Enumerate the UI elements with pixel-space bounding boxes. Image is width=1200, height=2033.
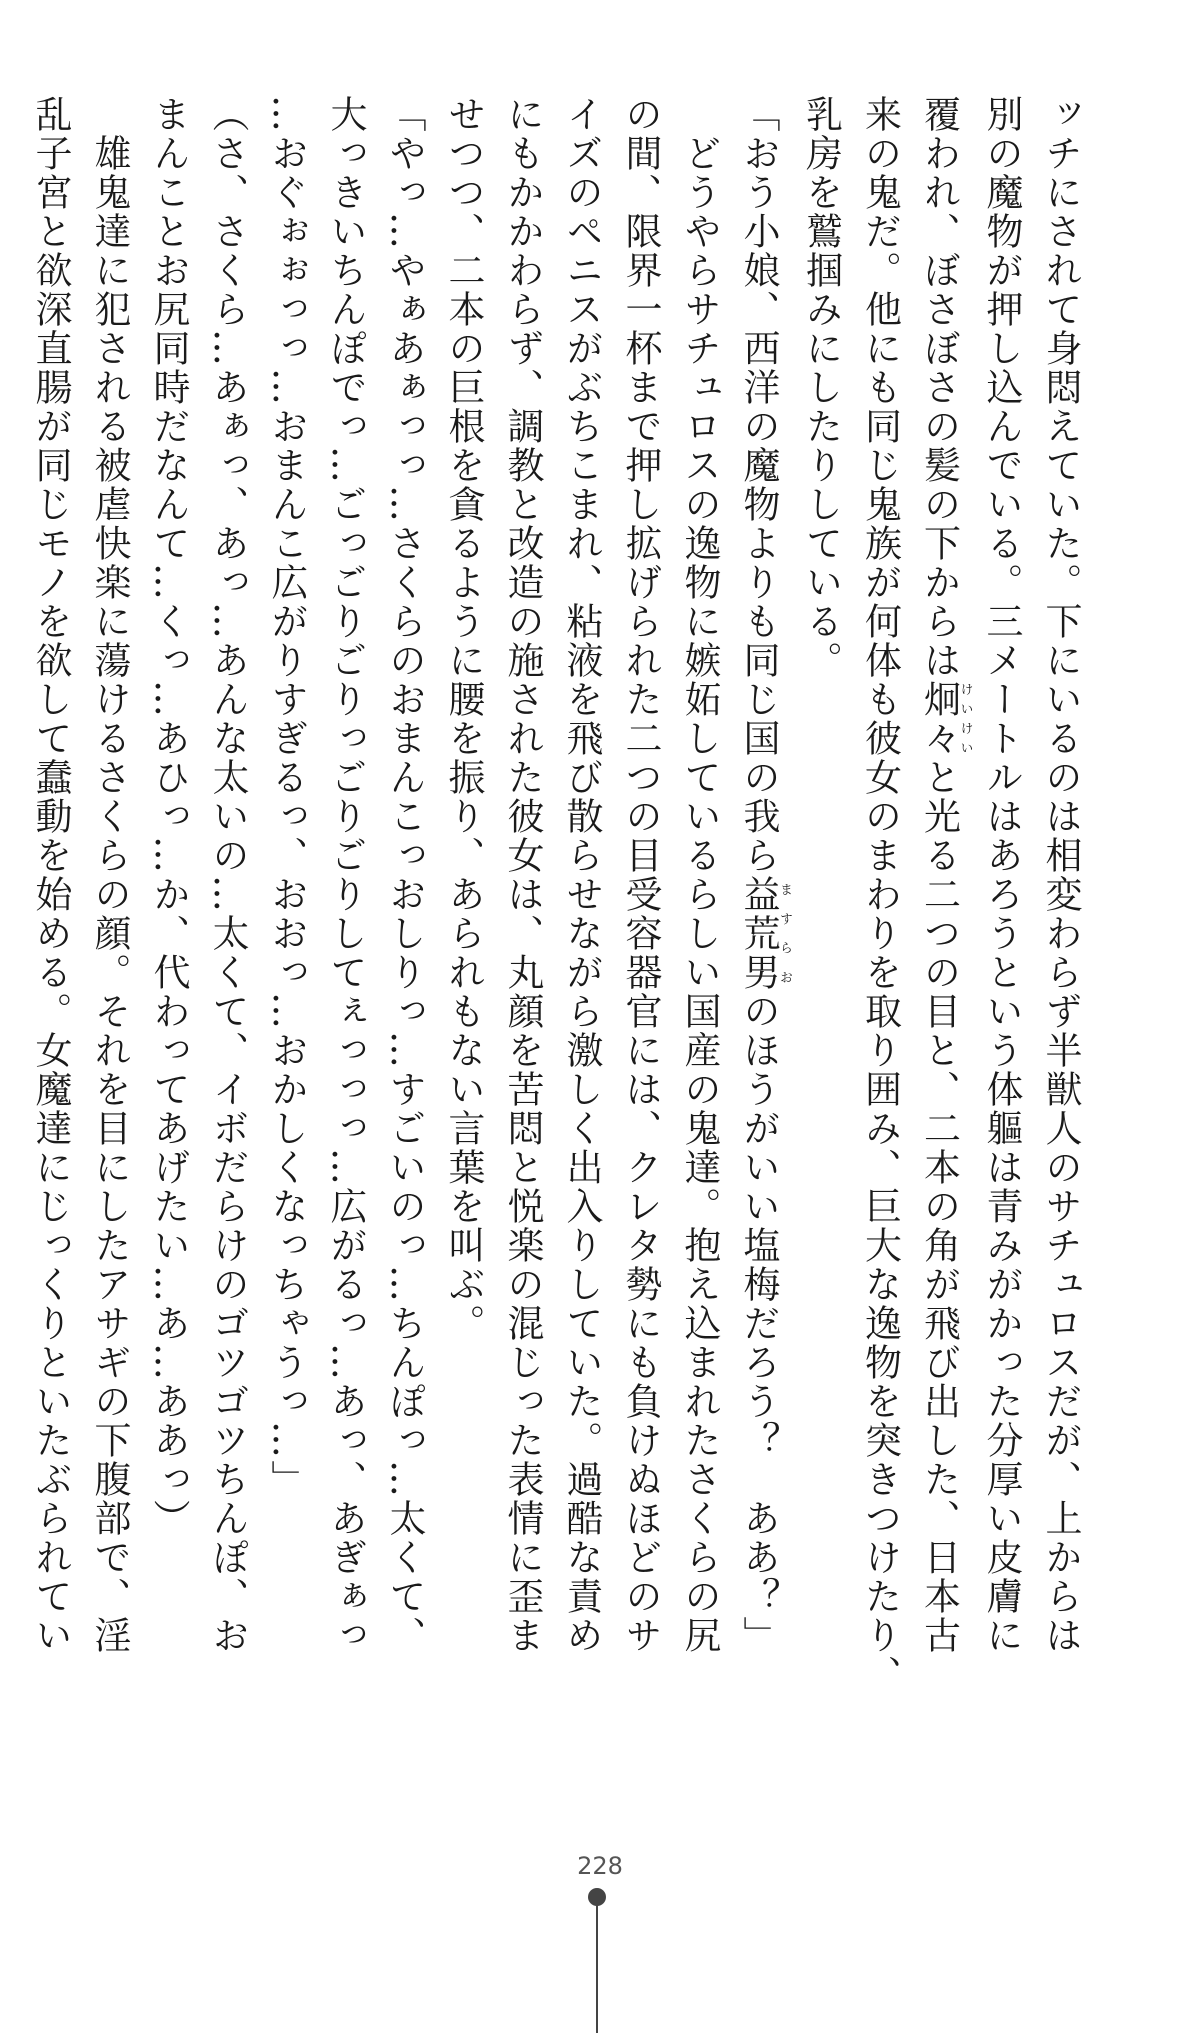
ruby-reading: ますらお bbox=[777, 875, 792, 992]
body-text bbox=[29, 95, 1090, 1694]
text-line: せつつ、二本の巨根を貪るように腰を振り、あられもない言葉を叫ぶ。 bbox=[442, 95, 485, 1343]
text-line: （さ、さくら…あぁっ、あっ…あんな太いの…太くて、イボだらけのゴツゴツちんぽ、お bbox=[206, 95, 249, 1655]
text-line: の間、限界一杯まで押し拡げられた二つの目受容器官には、クレタ勢にも負けぬほどのサ bbox=[619, 95, 662, 1655]
text-line bbox=[910, 95, 973, 1665]
text-line: 大っきいちんぽでっ…ごっごりごりっごりごりしてぇっっっ…広がるっ…あっ、あぎぁっ bbox=[324, 95, 367, 1655]
ruby-base: 益荒男 bbox=[737, 875, 780, 992]
page-number: 228 bbox=[577, 1852, 623, 1880]
furigana bbox=[737, 875, 792, 992]
page-marker-dot bbox=[588, 1888, 606, 1906]
page-marker-rule bbox=[596, 1905, 598, 2033]
line-text: のほうがいい塩梅だろう？ ああ？」 bbox=[737, 992, 780, 1655]
text-line: イズのペニスがぶちこまれ、粘液を飛び散らせながら激しく出入りしていた。過酷な責め bbox=[560, 95, 603, 1655]
text-line: ッチにされて身悶えていた。下にいるのは相変わらず半獣人のサチュロスだが、上からは bbox=[1039, 95, 1082, 1655]
text-line: 来の鬼だ。他にも同じ鬼族が何体も彼女のまわりを取り囲み、巨大な逸物を突きつけたり、 bbox=[858, 95, 902, 1694]
line-text: と光る二つの目と、二本の角が飛び出した、日本古 bbox=[917, 758, 961, 1655]
text-line: にもかかわらず、調教と改造の施された彼女は、丸顔を苦悶と悦楽の混じった表情に歪ま bbox=[501, 95, 544, 1655]
text-line: 「やっ…やぁあぁっっ…さくらのおまんこっおしりっ…すごいのっ…ちんぽっ…太くて、 bbox=[383, 95, 426, 1655]
text-line bbox=[729, 95, 792, 1665]
text-line: 別の魔物が押し込んでいる。三メートルはあろうという体軀は青みがかった分厚い皮膚に bbox=[980, 95, 1023, 1655]
text-line: 乱子宮と欲深直腸が同じモノを欲して蠢動を始める。女魔達にじっくりといたぶられてい bbox=[29, 95, 72, 1655]
furigana bbox=[917, 680, 973, 758]
text-line: 雄鬼達に犯される被虐快楽に蕩けるさくらの顔。それを目にしたアサギの下腹部で、淫 bbox=[88, 95, 131, 1655]
ruby-base: 炯々 bbox=[917, 680, 961, 758]
line-text: 覆われ、ぼさぼさの髪の下からは bbox=[917, 95, 961, 680]
text-line: どうやらサチュロスの逸物に嫉妬しているらしい国産の鬼達。抱え込まれたさくらの尻 bbox=[678, 95, 721, 1655]
text-line: …おぐぉぉっっ…おまんこ広がりすぎるっ、おおっ…おかしくなっちゃうっ…」 bbox=[265, 95, 308, 1499]
ruby-reading: けいけい bbox=[957, 680, 973, 758]
text-line: まんことお尻同時だなんて…くっ…あひっ…か、代わってあげたい…あ…ああっ） bbox=[147, 95, 190, 1538]
line-text: 「おう小娘、西洋の魔物よりも同じ国の我ら bbox=[737, 95, 780, 875]
text-line: 乳房を鷲掴みにしたりしている。 bbox=[799, 95, 843, 680]
